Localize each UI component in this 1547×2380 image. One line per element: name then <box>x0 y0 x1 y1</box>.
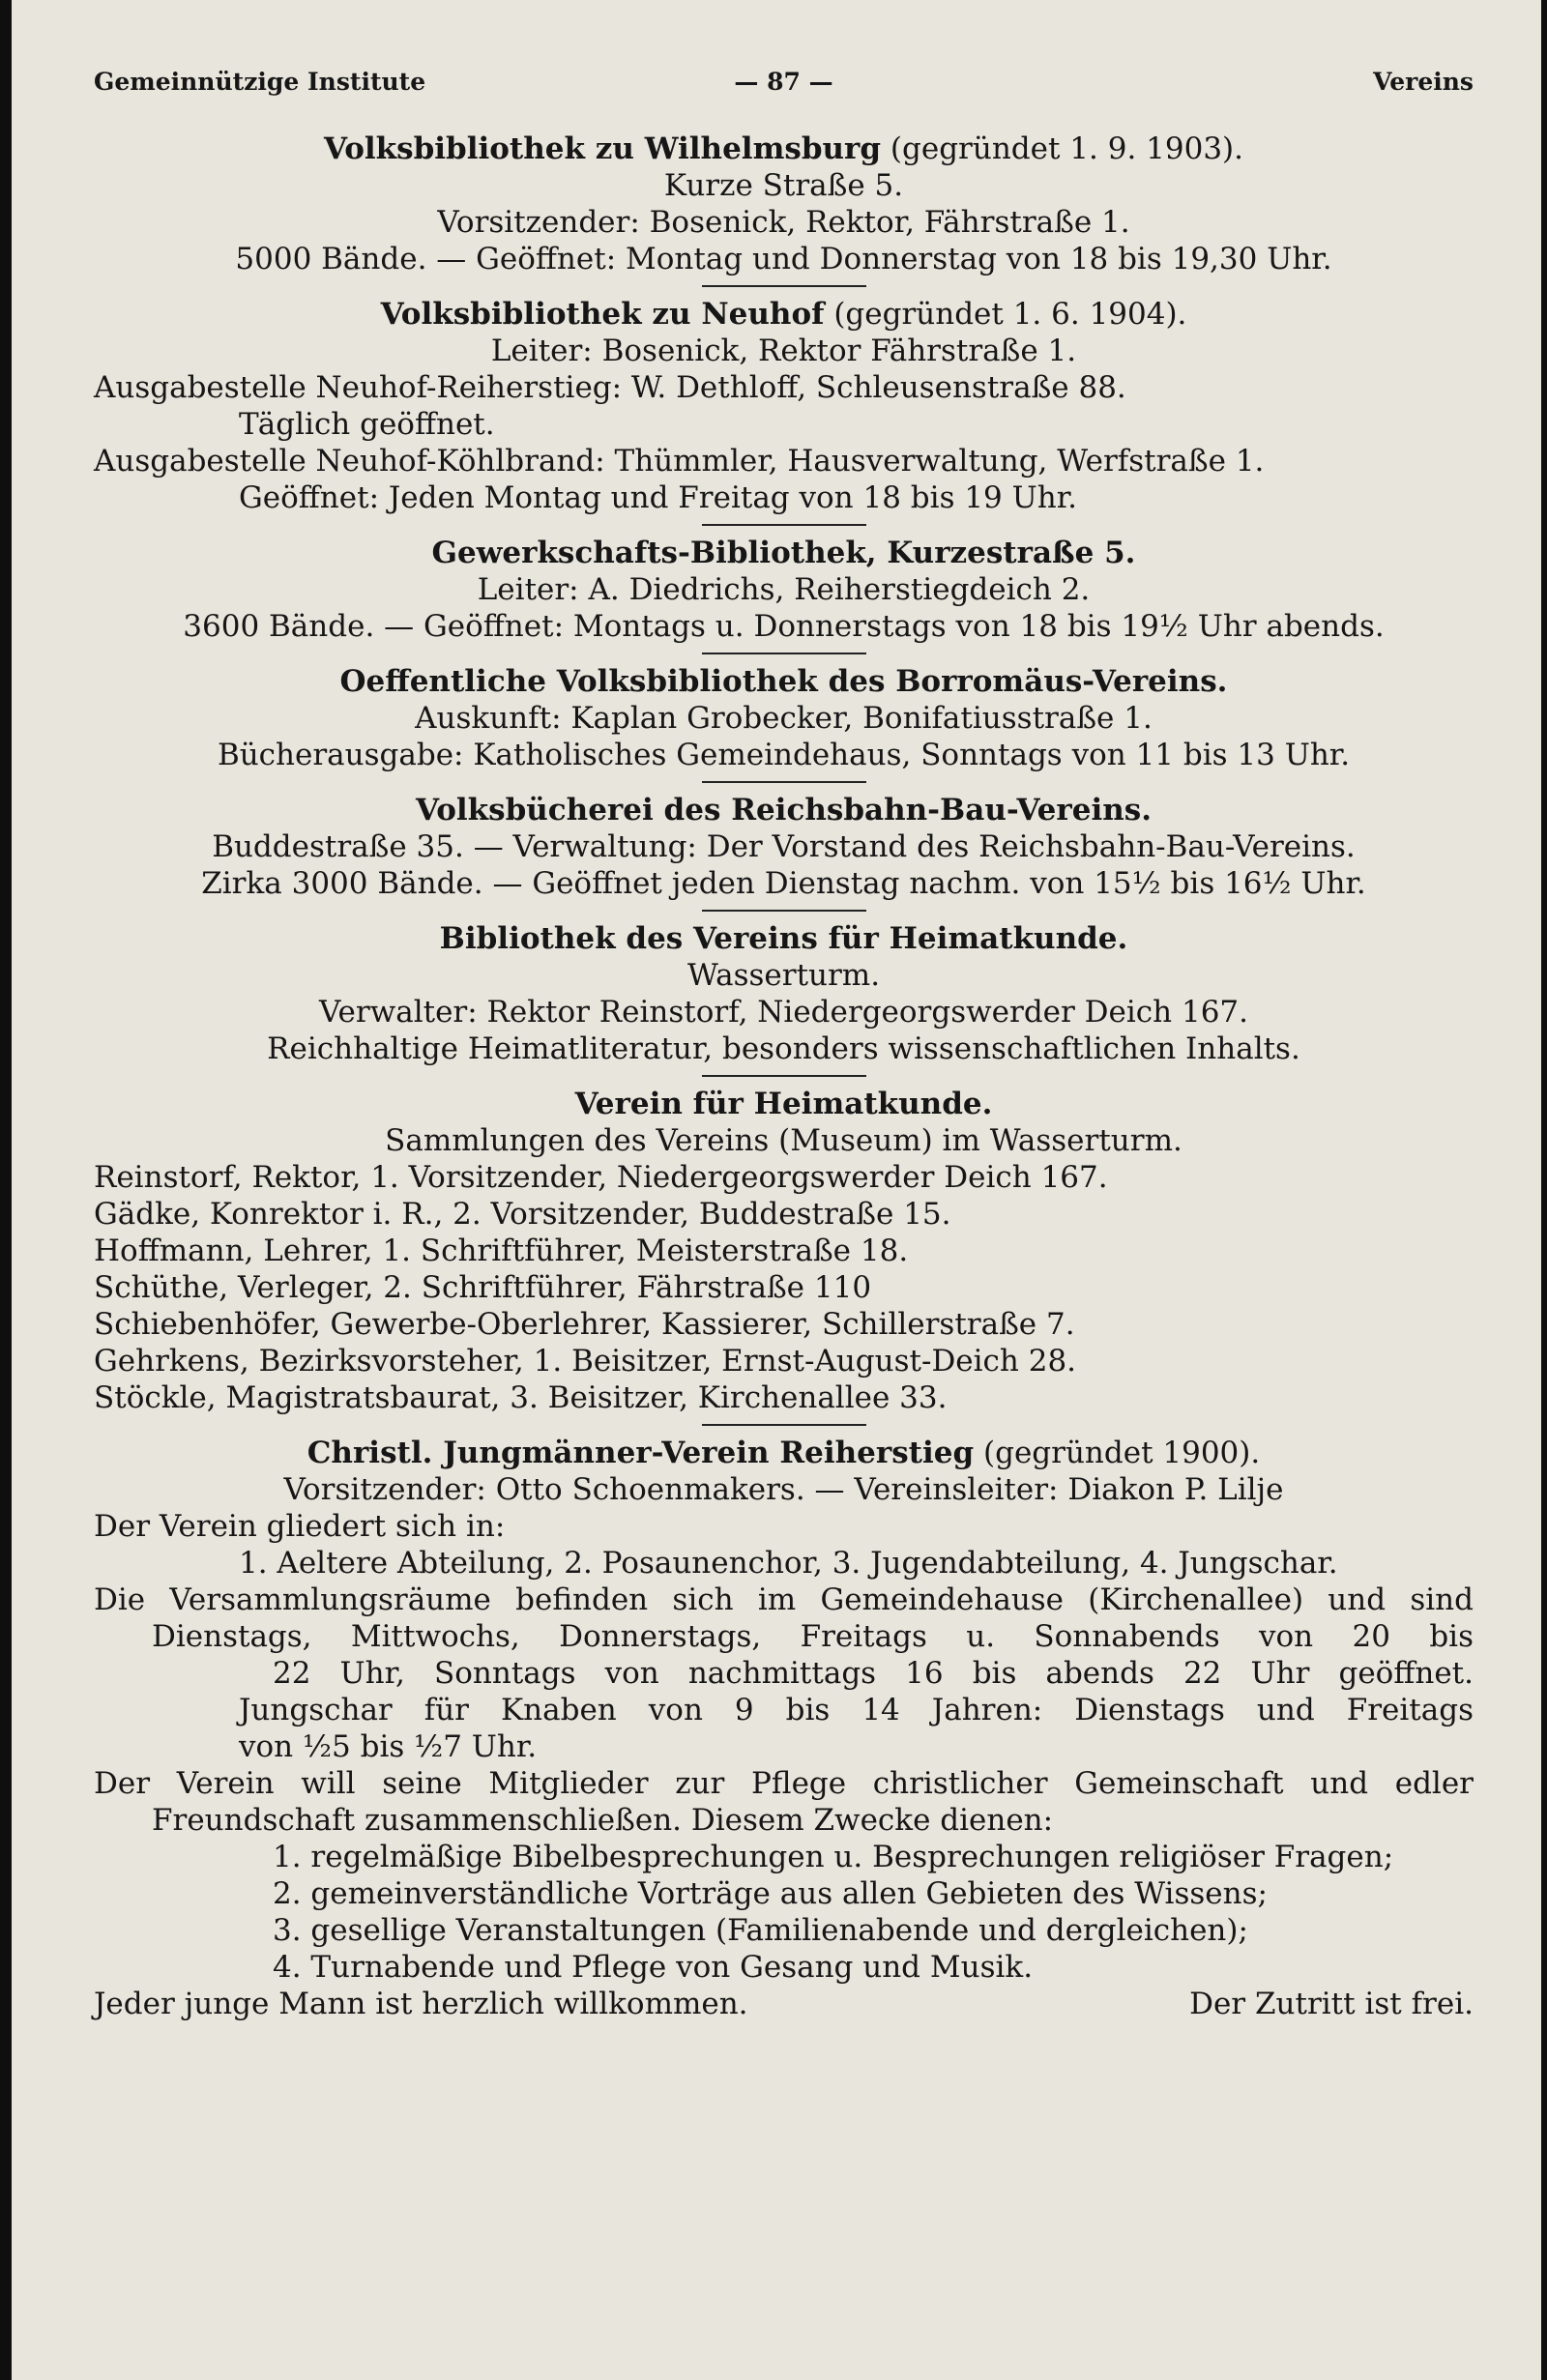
entry-line: Leiter: Bosenick, Rektor Fährstraße 1. <box>490 334 1077 368</box>
entry-line: Der Verein gliedert sich in: <box>94 1509 506 1544</box>
member-line: Gädke, Konrektor i. R., 2. Vorsitzender, Buddestraße 15. <box>94 1197 951 1232</box>
entry-line: Bücherausgabe: Katholisches Gemeindehaus, Sonntags von 11 bis 13 Uhr. <box>217 738 1351 772</box>
header-section-title: Gemeinnützige Institute <box>94 68 426 96</box>
entry-reichsbahn-bau-verein <box>94 792 1474 902</box>
entry-line: Kurze Straße 5. <box>663 168 904 203</box>
document-page <box>12 0 1541 2380</box>
entry-line: Reichhaltige Heimatliteratur, besonders wissenschaftlichen Inhalts. <box>267 1031 1300 1066</box>
entry-line: Vorsitzender: Otto Schoenmakers. — Vereinsleiter: Diakon P. Lilje <box>283 1472 1284 1507</box>
entry-heading: Volksbibliothek zu Wilhelmsburg (gegründet 1. 9. 1903). <box>323 131 1243 166</box>
entry-line: Ausgabestelle Neuhof-Reiherstieg: W. Dethloff, Schleusenstraße 88. <box>94 370 1126 405</box>
member-line: Schüthe, Verleger, 2. Schriftführer, Fährstraße 110 <box>94 1270 872 1305</box>
header-category: Vereins <box>1373 68 1474 96</box>
entry-volksbibliothek-wilhelmsburg <box>94 131 1474 277</box>
list-item: 1. regelmäßige Bibelbesprechungen u. Besprechungen religiöser Fragen; <box>273 1840 1394 1874</box>
section-divider <box>702 781 866 783</box>
closing-line <box>94 1986 1474 2022</box>
closing-right: Der Zutritt ist frei. <box>1189 1987 1474 2021</box>
entry-line: Verwalter: Rektor Reinstorf, Niedergeorgswerder Deich 167. <box>318 995 1248 1030</box>
member-line: Gehrkens, Bezirksvorsteher, 1. Beisitzer, Ernst-August-Deich 28. <box>94 1344 1077 1379</box>
entry-line: 1. Aeltere Abteilung, 2. Posaunenchor, 3. Jugendabteilung, 4. Jungschar. <box>239 1546 1338 1581</box>
running-header <box>94 68 1474 116</box>
entry-line: von ½5 bis ½7 Uhr. <box>239 1729 538 1764</box>
entry-line: Freundschaft zusammenschließen. Diesem Zwecke dienen: <box>152 1803 1054 1838</box>
entry-jungmaenner-verein <box>94 1435 1474 2022</box>
list-item: 4. Turnabende und Pflege von Gesang und Musik. <box>273 1950 1034 1985</box>
list-item: 2. gemeinverständliche Vorträge aus allen Gebieten des Wissens; <box>273 1876 1268 1911</box>
section-divider <box>702 1424 866 1426</box>
entry-verein-heimatkunde <box>94 1086 1474 1416</box>
section-divider <box>702 1075 866 1077</box>
entry-volksbibliothek-neuhof <box>94 296 1474 516</box>
entry-line: 5000 Bände. — Geöffnet: Montag und Donnerstag von 18 bis 19,30 Uhr. <box>235 242 1332 276</box>
section-divider <box>702 285 866 287</box>
entry-line: 3600 Bände. — Geöffnet: Montags u. Donnerstags von 18 bis 19½ Uhr abends. <box>183 609 1385 644</box>
entry-heading: Volksbücherei des Reichsbahn-Bau-Vereins. <box>415 793 1153 827</box>
page-body <box>94 131 1474 2022</box>
section-divider <box>702 524 866 526</box>
list-item: 3. gesellige Veranstaltungen (Familienabende und dergleichen); <box>273 1913 1248 1948</box>
member-line: Hoffmann, Lehrer, 1. Schriftführer, Meisterstraße 18. <box>94 1234 909 1268</box>
entry-heading: Bibliothek des Vereins für Heimatkunde. <box>439 921 1128 956</box>
entry-line: Sammlungen des Vereins (Museum) im Wasserturm. <box>385 1123 1182 1158</box>
entry-line: Wasserturm. <box>686 958 881 993</box>
entry-line: Täglich geöffnet. <box>239 407 495 442</box>
entry-line: Vorsitzender: Bosenick, Rektor, Fährstraße 1. <box>437 205 1130 240</box>
entry-heading: Gewerkschafts-Bibliothek, Kurzestraße 5. <box>431 536 1136 570</box>
entry-line: 22 Uhr, Sonntags von nachmittags 16 bis abends 22 Uhr geöffnet. <box>273 1656 1474 1691</box>
entry-gewerkschafts-bibliothek <box>94 535 1474 645</box>
entry-line: Leiter: A. Diedrichs, Reiherstiegdeich 2. <box>477 572 1091 607</box>
section-divider <box>702 910 866 912</box>
entry-line: Buddestraße 35. — Verwaltung: Der Vorstand des Reichsbahn-Bau-Vereins. <box>212 829 1356 864</box>
closing-left: Jeder junge Mann ist herzlich willkommen. <box>94 1987 748 2021</box>
section-divider <box>702 653 866 654</box>
entry-line: Jungschar für Knaben von 9 bis 14 Jahren: Dienstags und Freitags <box>239 1693 1474 1727</box>
entry-line: Zirka 3000 Bände. — Geöffnet jeden Dienstag nachm. von 15½ bis 16½ Uhr. <box>201 866 1366 901</box>
entry-heading: Verein für Heimatkunde. <box>574 1087 993 1121</box>
entry-line: Auskunft: Kaplan Grobecker, Bonifatiusstraße 1. <box>415 701 1153 736</box>
entry-heading: Volksbibliothek zu Neuhof (gegründet 1. 6. 1904). <box>380 297 1187 332</box>
entry-bibliothek-heimatkunde <box>94 920 1474 1067</box>
page-number: — 87 — <box>734 68 833 96</box>
entry-line: Ausgabestelle Neuhof-Köhlbrand: Thümmler, Hausverwaltung, Werfstraße 1. <box>94 444 1265 479</box>
entry-line: Die Versammlungsräume befinden sich im Gemeindehause (Kirchenallee) und sind <box>94 1582 1474 1617</box>
entry-heading: Christl. Jungmänner-Verein Reiherstieg (gegründet 1900). <box>306 1436 1261 1470</box>
member-line: Stöckle, Magistratsbaurat, 3. Beisitzer, Kirchenallee 33. <box>94 1380 948 1415</box>
entry-line: Dienstags, Mittwochs, Donnerstags, Freitags u. Sonnabends von 20 bis <box>152 1619 1474 1654</box>
entry-borromaeus-verein <box>94 663 1474 773</box>
member-line: Schiebenhöfer, Gewerbe-Oberlehrer, Kassierer, Schillerstraße 7. <box>94 1307 1075 1342</box>
entry-line: Der Verein will seine Mitglieder zur Pflege christlicher Gemeinschaft und edler <box>94 1766 1474 1801</box>
entry-line: Geöffnet: Jeden Montag und Freitag von 18 bis 19 Uhr. <box>239 480 1077 515</box>
member-line: Reinstorf, Rektor, 1. Vorsitzender, Niedergeorgswerder Deich 167. <box>94 1160 1108 1195</box>
entry-heading: Oeffentliche Volksbibliothek des Borromäus-Vereins. <box>339 664 1228 699</box>
